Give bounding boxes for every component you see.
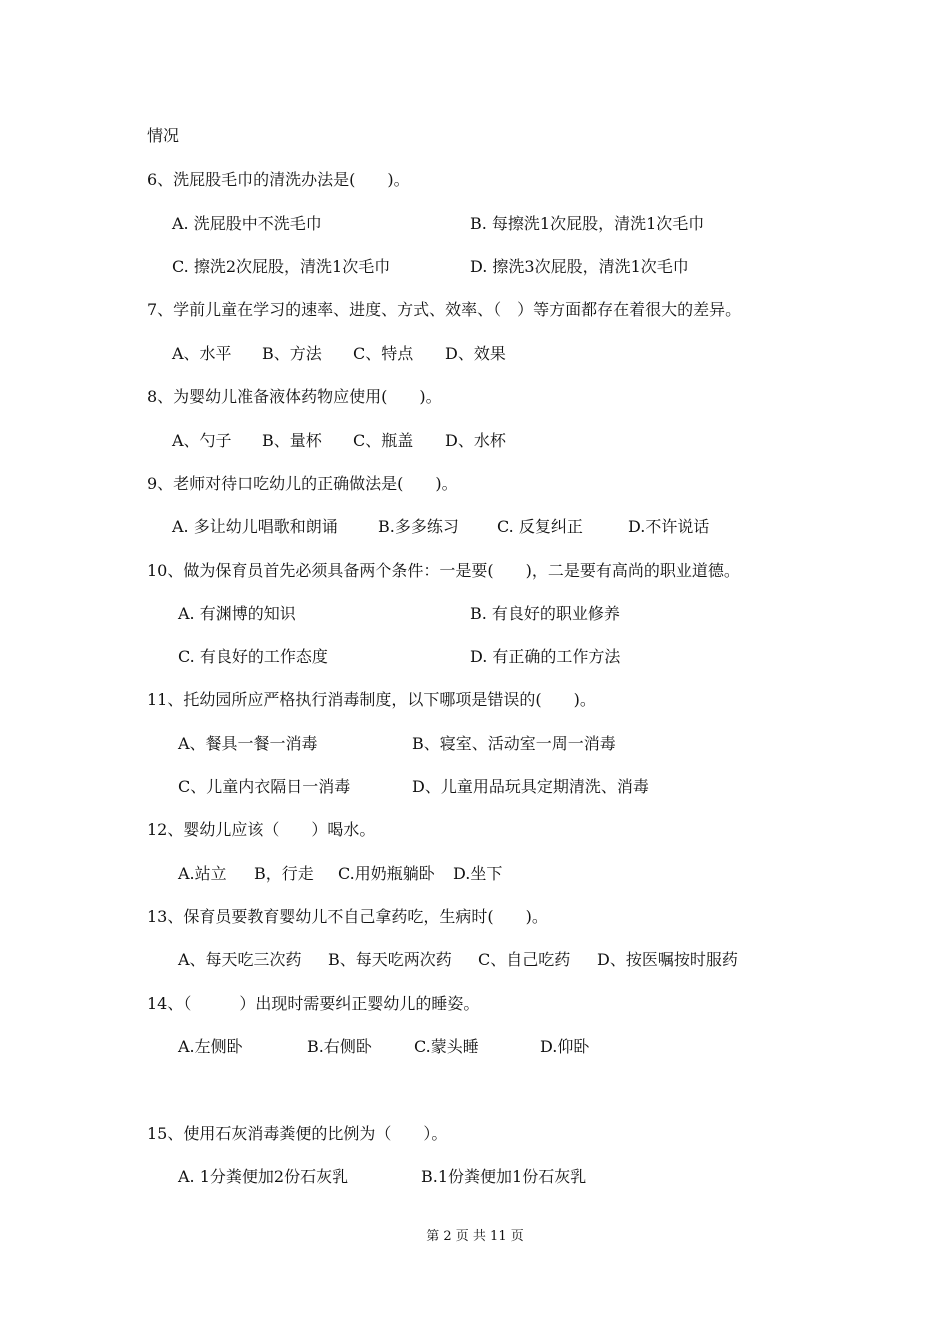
q13-option-b: B、每天吃两次药: [328, 950, 452, 969]
q6-option-b: B. 每擦洗1次屁股，清洗1次毛巾: [470, 214, 705, 233]
question-7: 7、学前儿童在学习的速率、进度、方式、效率、（ ）等方面都存在着很大的差异。: [147, 300, 742, 319]
q6-option-d: D. 擦洗3次屁股，清洗1次毛巾: [470, 257, 689, 276]
q8-option-c: C、瓶盖: [353, 431, 414, 450]
q14-option-c: C.蒙头睡: [414, 1037, 479, 1056]
q11-option-b: B、寝室、活动室一周一消毒: [412, 734, 616, 753]
q13-option-d: D、按医嘱按时服药: [597, 950, 738, 969]
q7-option-a: A、水平: [172, 344, 232, 363]
q6-option-c: C. 擦洗2次屁股，清洗1次毛巾: [172, 257, 391, 276]
question-6: 6、洗屁股毛巾的清洗办法是( )。: [147, 170, 410, 189]
q13-option-a: A、每天吃三次药: [178, 950, 302, 969]
q8-option-a: A、勺子: [172, 431, 232, 450]
q7-option-b: B、方法: [262, 344, 322, 363]
q10-option-c: C. 有良好的工作态度: [178, 647, 328, 666]
q7-option-d: D、效果: [445, 344, 506, 363]
q12-option-a: A.站立: [178, 864, 227, 883]
q8-option-b: B、量杯: [262, 431, 322, 450]
q12-option-d: D.坐下: [453, 864, 503, 883]
page-footer: 第 2 页 共 11 页: [426, 1229, 524, 1244]
question-9: 9、老师对待口吃幼儿的正确做法是( )。: [147, 474, 458, 493]
q9-option-c: C. 反复纠正: [497, 517, 583, 536]
q7-option-c: C、特点: [353, 344, 414, 363]
question-12: 12、婴幼儿应该（ ）喝水。: [147, 820, 376, 839]
q14-option-b: B.右侧卧: [307, 1037, 372, 1056]
q15-option-b: B.1份粪便加1份石灰乳: [421, 1167, 587, 1186]
continuation-text: 情况: [147, 126, 180, 145]
q9-option-a: A. 多让幼儿唱歌和朗诵: [172, 517, 338, 536]
question-13: 13、保育员要教育婴幼儿不自己拿药吃，生病时( )。: [147, 907, 548, 926]
question-14: 14、（ ）出现时需要纠正婴幼儿的睡姿。: [147, 994, 480, 1013]
question-10: 10、做为保育员首先必须具备两个条件：一是要( )，二是要有高尚的职业道德。: [147, 561, 740, 580]
q11-option-d: D、儿童用品玩具定期清洗、消毒: [412, 777, 649, 796]
q9-option-d: D.不许说话: [628, 517, 710, 536]
question-11: 11、托幼园所应严格执行消毒制度，以下哪项是错误的( )。: [147, 690, 596, 709]
q10-option-d: D. 有正确的工作方法: [470, 647, 621, 666]
question-15: 15、使用石灰消毒粪便的比例为（ ）。: [147, 1124, 448, 1143]
q9-option-b: B.多多练习: [378, 517, 459, 536]
question-8: 8、为婴幼儿准备液体药物应使用( )。: [147, 387, 442, 406]
q14-option-a: A.左侧卧: [178, 1037, 243, 1056]
q6-option-a: A. 洗屁股中不洗毛巾: [172, 214, 322, 233]
q13-option-c: C、自己吃药: [478, 950, 571, 969]
q12-option-b: B，行走: [254, 864, 314, 883]
q11-option-c: C、儿童内衣隔日一消毒: [178, 777, 351, 796]
q14-option-d: D.仰卧: [540, 1037, 590, 1056]
q11-option-a: A、餐具一餐一消毒: [178, 734, 318, 753]
q15-option-a: A. 1分粪便加2份石灰乳: [178, 1167, 349, 1186]
q10-option-a: A. 有渊博的知识: [178, 604, 296, 623]
q10-option-b: B. 有良好的职业修养: [470, 604, 620, 623]
q8-option-d: D、水杯: [445, 431, 506, 450]
q12-option-c: C.用奶瓶躺卧: [338, 864, 435, 883]
